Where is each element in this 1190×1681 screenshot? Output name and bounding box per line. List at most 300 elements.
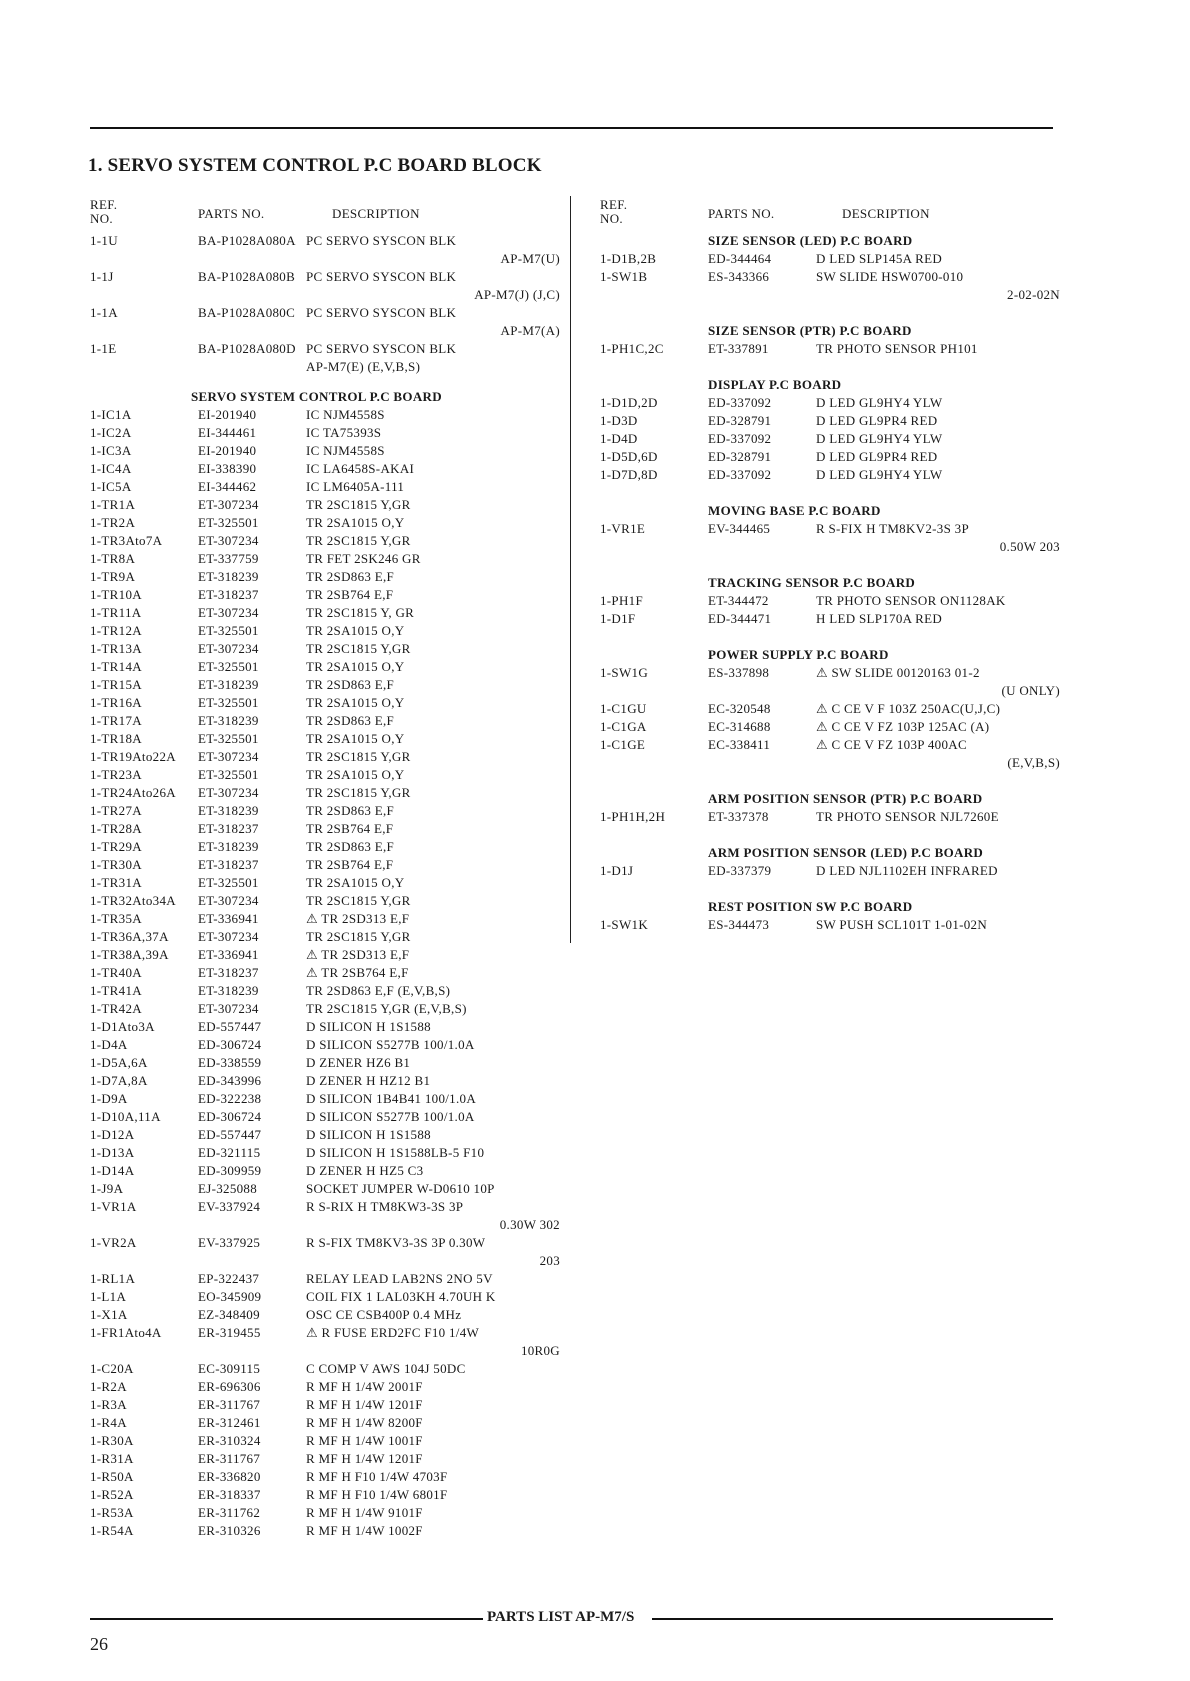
parts-no: ED-337092 (708, 431, 772, 446)
description: R MF H 1/4W 1001F (306, 1433, 423, 1448)
ref-no: 1-SW1K (600, 917, 649, 932)
parts-no: ED-344471 (708, 611, 772, 626)
description: D LED GL9HY4 YLW (816, 395, 943, 410)
parts-no: ED-328791 (708, 449, 772, 464)
parts-no: EJ-325088 (198, 1181, 258, 1196)
ref-no: 1-X1A (90, 1307, 128, 1322)
description: TR 2SB764 E,F (306, 821, 394, 836)
parts-no: ET-307234 (198, 1001, 259, 1016)
description: TR PHOTO SENSOR NJL7260E (816, 809, 999, 824)
ref-no: 1-TR8A (90, 551, 136, 566)
ref-no: 1-R3A (90, 1397, 127, 1412)
parts-no: ET-307234 (198, 533, 259, 548)
description: ⚠ TR 2SD313 E,F (306, 911, 410, 926)
section-title: SIZE SENSOR (LED) P.C BOARD (708, 233, 913, 248)
parts-no: EI-201940 (198, 443, 257, 458)
parts-no: EO-345909 (198, 1289, 262, 1304)
section-title: ARM POSITION SENSOR (PTR) P.C BOARD (708, 791, 983, 806)
ref-no: 1-TR1A (90, 497, 136, 512)
section-gap (600, 484, 1060, 496)
ref-no: 1-VR2A (90, 1235, 137, 1250)
table-row (90, 568, 560, 586)
parts-no: ET-325501 (198, 515, 259, 530)
ref-no: 1-R53A (90, 1505, 134, 1520)
parts-no: ET-318237 (198, 587, 259, 602)
table-row (600, 916, 1060, 934)
table-row (600, 466, 1060, 484)
ref-no: 1-IC4A (90, 461, 132, 476)
assembly-list (90, 232, 560, 376)
ref-no: 1-RL1A (90, 1271, 136, 1286)
table-row (90, 784, 560, 802)
table-row (90, 1504, 560, 1522)
section-title: TRACKING SENSOR P.C BOARD (708, 575, 916, 590)
parts-no: ET-318239 (198, 839, 259, 854)
ref-no: 1-D10A,11A (90, 1109, 161, 1124)
description: TR PHOTO SENSOR ON1128AK (816, 593, 1006, 608)
section-title: ARM POSITION SENSOR (LED) P.C BOARD (708, 845, 984, 860)
ref-no: 1-TR3Ato7A (90, 533, 163, 548)
ref-no: 1-1U (90, 233, 118, 248)
description-line2: AP-M7(E) (E,V,B,S) (306, 359, 421, 374)
table-row (90, 1378, 560, 1396)
parts-no: ER-336820 (198, 1469, 261, 1484)
parts-no: EZ-348409 (198, 1307, 260, 1322)
description: R MF H 1/4W 1201F (306, 1397, 423, 1412)
ref-no: 1-TR12A (90, 623, 142, 638)
table-row (90, 496, 560, 514)
table-row (600, 268, 1060, 286)
parts-no: ET-318239 (198, 983, 259, 998)
ref-no: 1-D1Ato3A (90, 1019, 155, 1034)
table-row (90, 1072, 560, 1090)
table-row (90, 1486, 560, 1504)
table-row (90, 1432, 560, 1450)
description: TR 2SA1015 O,Y (306, 875, 405, 890)
parts-no: ET-336941 (198, 911, 259, 926)
header-parts: PARTS NO. (198, 206, 265, 221)
description: SOCKET JUMPER W-D0610 10P (306, 1181, 495, 1196)
ref-no: 1-TR19Ato22A (90, 749, 176, 764)
ref-no: 1-TR29A (90, 839, 142, 854)
parts-no: ET-318237 (198, 821, 259, 836)
description-continuation: 203 (539, 1253, 560, 1268)
ref-no: 1-FR1Ato4A (90, 1325, 162, 1340)
section-title: REST POSITION SW P.C BOARD (708, 899, 913, 914)
description: TR 2SA1015 O,Y (306, 767, 405, 782)
description: COIL FIX 1 LAL03KH 4.70UH K (306, 1289, 496, 1304)
description: D ZENER HZ6 B1 (306, 1055, 411, 1070)
parts-no: ET-307234 (198, 785, 259, 800)
table-row (600, 250, 1060, 268)
description: PC SERVO SYSCON BLK (306, 269, 457, 284)
parts-no: ED-344464 (708, 251, 772, 266)
parts-no: ER-318337 (198, 1487, 261, 1502)
description: IC LM6405A-111 (306, 479, 405, 494)
parts-no: ED-337092 (708, 395, 772, 410)
header-desc: DESCRIPTION (842, 206, 930, 221)
section-gap (600, 304, 1060, 316)
parts-no: EI-344461 (198, 425, 257, 440)
description: TR 2SD863 E,F (306, 713, 395, 728)
description: TR 2SB764 E,F (306, 857, 394, 872)
description: TR 2SA1015 O,Y (306, 515, 405, 530)
ref-no: 1-D4A (90, 1037, 128, 1052)
ref-no: 1-TR28A (90, 821, 142, 836)
description: R MF H F10 1/4W 6801F (306, 1487, 448, 1502)
section-gap (600, 826, 1060, 838)
table-row (90, 1018, 560, 1036)
description: TR 2SD863 E,F (E,V,B,S) (306, 983, 451, 998)
ref-no: 1-C1GE (600, 737, 646, 752)
ref-no: 1-TR24Ato26A (90, 785, 176, 800)
parts-no: EP-322437 (198, 1271, 260, 1286)
table-row (90, 604, 560, 622)
parts-no: ET-318239 (198, 569, 259, 584)
ref-no: 1-TR40A (90, 965, 142, 980)
parts-no: ED-306724 (198, 1109, 262, 1124)
description: D LED SLP145A RED (816, 251, 943, 266)
ref-no: 1-PH1C,2C (600, 341, 664, 356)
parts-no: EI-344462 (198, 479, 257, 494)
table-row (90, 964, 560, 982)
table-row (90, 712, 560, 730)
description: TR 2SD863 E,F (306, 803, 395, 818)
description: PC SERVO SYSCON BLK (306, 305, 457, 320)
table-row (90, 1360, 560, 1378)
parts-no: ED-328791 (708, 413, 772, 428)
ref-no: 1-TR38A,39A (90, 947, 169, 962)
parts-no: BA-P1028A080B (198, 269, 296, 284)
description: D SILICON 1B4B41 100/1.0A (306, 1091, 477, 1106)
table-row (90, 676, 560, 694)
ref-no: 1-SW1B (600, 269, 648, 284)
parts-no: ED-321115 (198, 1145, 261, 1160)
ref-no: 1-TR36A,37A (90, 929, 169, 944)
parts-no: ET-337759 (198, 551, 259, 566)
ref-no: 1-D14A (90, 1163, 135, 1178)
parts-no: ET-325501 (198, 731, 259, 746)
ref-no: 1-D4D (600, 431, 638, 446)
table-row (90, 640, 560, 658)
description-continuation: 10R0G (520, 1343, 560, 1358)
table-row (90, 1288, 560, 1306)
table-row (90, 478, 560, 496)
description: D ZENER H HZ5 C3 (306, 1163, 424, 1178)
parts-no: ET-325501 (198, 875, 259, 890)
ref-no: 1-PH1H,2H (600, 809, 666, 824)
footer-rule-left (90, 1618, 483, 1620)
description: TR 2SC1815 Y,GR (306, 533, 411, 548)
page-number: 26 (90, 1634, 108, 1654)
parts-no: ER-311767 (198, 1451, 261, 1466)
ref-no: 1-J9A (90, 1181, 124, 1196)
parts-no: ES-344473 (708, 917, 770, 932)
description: ⚠ SW SLIDE 00120163 01-2 (816, 665, 980, 680)
parts-no: ET-325501 (198, 695, 259, 710)
ref-no: 1-D5A,6A (90, 1055, 148, 1070)
table-header (600, 198, 1060, 232)
table-row (90, 820, 560, 838)
description: R MF H 1/4W 1002F (306, 1523, 423, 1538)
description: D LED GL9PR4 RED (816, 449, 938, 464)
description: IC TA75393S (306, 425, 382, 440)
parts-no: ER-312461 (198, 1415, 261, 1430)
parts-no: EC-309115 (198, 1361, 261, 1376)
parts-no: ER-319455 (198, 1325, 261, 1340)
table-row (600, 394, 1060, 412)
parts-no: ET-307234 (198, 605, 259, 620)
ref-no: 1-R50A (90, 1469, 134, 1484)
table-row (90, 232, 560, 250)
parts-no: ER-310326 (198, 1523, 261, 1538)
table-row (90, 928, 560, 946)
description: D SILICON S5277B 100/1.0A (306, 1109, 475, 1124)
table-row (90, 1090, 560, 1108)
description: IC NJM4558S (306, 407, 385, 422)
ref-no: 1-SW1G (600, 665, 649, 680)
description: TR 2SD863 E,F (306, 569, 395, 584)
description: TR 2SC1815 Y,GR (306, 641, 411, 656)
description: D SILICON S5277B 100/1.0A (306, 1037, 475, 1052)
table-row (90, 1198, 560, 1216)
ref-no: 1-1E (90, 341, 117, 356)
description: TR 2SC1815 Y,GR (306, 929, 411, 944)
description: PC SERVO SYSCON BLK (306, 341, 457, 356)
ref-no: 1-TR11A (90, 605, 142, 620)
ref-no: 1-PH1F (600, 593, 643, 608)
table-row (90, 1414, 560, 1432)
description-continuation: (E,V,B,S) (1007, 755, 1060, 770)
table-row (90, 1126, 560, 1144)
description: H LED SLP170A RED (816, 611, 943, 626)
table-row (90, 1000, 560, 1018)
description: TR 2SC1815 Y,GR (306, 893, 411, 908)
table-row (90, 1054, 560, 1072)
table-row (600, 340, 1060, 358)
parts-no: EV-337925 (198, 1235, 261, 1250)
ref-no: 1-R2A (90, 1379, 127, 1394)
parts-no: ED-343996 (198, 1073, 262, 1088)
table-row (90, 622, 560, 640)
table-row (90, 1180, 560, 1198)
description-continuation: AP-M7(A) (500, 323, 560, 338)
parts-no: EC-320548 (708, 701, 771, 716)
table-row (90, 304, 560, 322)
right-column (600, 198, 1060, 934)
ref-no: 1-TR41A (90, 983, 142, 998)
page-title: 1. SERVO SYSTEM CONTROL P.C BOARD BLOCK (88, 155, 542, 176)
table-row (600, 592, 1060, 610)
parts-no: ER-310324 (198, 1433, 261, 1448)
table-row (90, 856, 560, 874)
parts-no: ET-307234 (198, 641, 259, 656)
table-row (90, 1234, 560, 1252)
table-row (90, 460, 560, 478)
table-row (90, 658, 560, 676)
table-row (90, 550, 560, 568)
ref-no: 1-R31A (90, 1451, 134, 1466)
table-row (90, 982, 560, 1000)
ref-no: 1-D5D,6D (600, 449, 658, 464)
parts-no: ET-307234 (198, 893, 259, 908)
table-row (90, 910, 560, 928)
parts-no: ER-311767 (198, 1397, 261, 1412)
parts-no: ET-318237 (198, 857, 259, 872)
header-ref-line2: NO. (600, 211, 623, 226)
ref-no: 1-1A (90, 305, 118, 320)
table-row (600, 430, 1060, 448)
ref-no: 1-TR18A (90, 731, 142, 746)
description: RELAY LEAD LAB2NS 2NO 5V (306, 1271, 493, 1286)
ref-no: 1-C1GU (600, 701, 647, 716)
description: IC NJM4558S (306, 443, 385, 458)
header-parts: PARTS NO. (708, 206, 775, 221)
ref-no: 1-R54A (90, 1523, 134, 1538)
table-row (90, 892, 560, 910)
ref-no: 1-R52A (90, 1487, 134, 1502)
description: R S-FIX H TM8KV2-3S 3P (816, 521, 969, 536)
ref-no: 1-L1A (90, 1289, 127, 1304)
table-row-continuation (90, 358, 560, 376)
top-rule (90, 127, 1053, 129)
description-continuation: 2-02-02N (1007, 287, 1060, 302)
description: TR PHOTO SENSOR PH101 (816, 341, 978, 356)
description: D LED NJL1102EH INFRARED (816, 863, 998, 878)
ref-no: 1-D1B,2B (600, 251, 657, 266)
description: TR 2SA1015 O,Y (306, 623, 405, 638)
header-ref-line2: NO. (90, 211, 113, 226)
ref-no: 1-C1GA (600, 719, 647, 734)
section-title: MOVING BASE P.C BOARD (708, 503, 881, 518)
ref-no: 1-D1D,2D (600, 395, 658, 410)
ref-no: 1-TR16A (90, 695, 142, 710)
ref-no: 1-D7D,8D (600, 467, 658, 482)
table-row (90, 946, 560, 964)
header-ref-line1: REF. (90, 197, 118, 212)
description: ⚠ C CE V F 103Z 250AC(U,J,C) (816, 701, 1001, 716)
ref-no: 1-TR23A (90, 767, 142, 782)
description: ⚠ R FUSE ERD2FC F10 1/4W (306, 1325, 480, 1340)
parts-no: ET-307234 (198, 497, 259, 512)
parts-no: ET-336941 (198, 947, 259, 962)
parts-no: ES-343366 (708, 269, 770, 284)
table-row (90, 532, 560, 550)
table-row (90, 730, 560, 748)
parts-no: EV-344465 (708, 521, 771, 536)
parts-no: ED-309959 (198, 1163, 262, 1178)
parts-no: ET-337891 (708, 341, 769, 356)
description: TR 2SC1815 Y,GR (306, 785, 411, 800)
description-continuation: (U ONLY) (1001, 683, 1060, 698)
section-gap (600, 628, 1060, 640)
ref-no: 1-VR1E (600, 521, 646, 536)
ref-no: 1-D13A (90, 1145, 135, 1160)
parts-no: EI-338390 (198, 461, 257, 476)
description: ⚠ C CE V FZ 103P 400AC (816, 737, 967, 752)
parts-no: ED-337092 (708, 467, 772, 482)
table-row (90, 694, 560, 712)
ref-no: 1-TR35A (90, 911, 142, 926)
description: SW SLIDE HSW0700-010 (816, 269, 964, 284)
parts-list (90, 406, 560, 1540)
section-gap (600, 772, 1060, 784)
table-row (90, 1270, 560, 1288)
description: D SILICON H 1S1588 (306, 1127, 431, 1142)
description: ⚠ TR 2SB764 E,F (306, 965, 409, 980)
parts-no: EV-337924 (198, 1199, 261, 1214)
table-row (600, 448, 1060, 466)
description: TR FET 2SK246 GR (306, 551, 421, 566)
description: TR 2SA1015 O,Y (306, 659, 405, 674)
parts-no: ER-311762 (198, 1505, 261, 1520)
ref-no: 1-TR9A (90, 569, 136, 584)
ref-no: 1-TR30A (90, 857, 142, 872)
parts-no: ET-307234 (198, 929, 259, 944)
description: TR 2SC1815 Y,GR (306, 749, 411, 764)
table-row (600, 664, 1060, 682)
description-continuation: 0.30W 302 (499, 1217, 560, 1232)
table-row (90, 424, 560, 442)
table-row (90, 1036, 560, 1054)
ref-no: 1-TR31A (90, 875, 142, 890)
table-row (90, 1468, 560, 1486)
header-ref (600, 198, 708, 232)
table-row (600, 700, 1060, 718)
description: D ZENER H HZ12 B1 (306, 1073, 431, 1088)
section-title: SERVO SYSTEM CONTROL P.C BOARD (191, 389, 442, 404)
section-gap (600, 556, 1060, 568)
description: D LED GL9PR4 RED (816, 413, 938, 428)
parts-no: ET-344472 (708, 593, 769, 608)
ref-no: 1-R30A (90, 1433, 134, 1448)
description: D LED GL9HY4 YLW (816, 431, 943, 446)
description-continuation: 0.50W 203 (999, 539, 1060, 554)
description: TR 2SC1815 Y,GR (306, 497, 411, 512)
section-gap (600, 880, 1060, 892)
parts-no: EI-201940 (198, 407, 257, 422)
header-ref (90, 198, 198, 232)
description: R MF H 1/4W 9101F (306, 1505, 423, 1520)
ref-no: 1-TR32Ato34A (90, 893, 176, 908)
table-row (90, 1162, 560, 1180)
parts-no: EC-338411 (708, 737, 771, 752)
ref-no: 1-TR42A (90, 1001, 142, 1016)
description: D LED GL9HY4 YLW (816, 467, 943, 482)
ref-no: 1-1J (90, 269, 114, 284)
table-row (90, 1396, 560, 1414)
right-sections (600, 232, 1060, 934)
ref-no: 1-IC3A (90, 443, 132, 458)
ref-no: 1-D3D (600, 413, 638, 428)
table-row (90, 1306, 560, 1324)
ref-no: 1-TR14A (90, 659, 142, 674)
description: R MF H F10 1/4W 4703F (306, 1469, 448, 1484)
parts-no: BA-P1028A080C (198, 305, 296, 320)
table-row (90, 1144, 560, 1162)
parts-no: ED-337379 (708, 863, 772, 878)
table-row (90, 514, 560, 532)
description: R S-RIX H TM8KW3-3S 3P (306, 1199, 464, 1214)
description: TR 2SA1015 O,Y (306, 731, 405, 746)
ref-no: 1-TR2A (90, 515, 136, 530)
parts-no: ED-557447 (198, 1019, 262, 1034)
table-row (90, 586, 560, 604)
table-row (90, 442, 560, 460)
parts-no: ER-696306 (198, 1379, 261, 1394)
parts-no: ET-325501 (198, 623, 259, 638)
ref-no: 1-D1F (600, 611, 636, 626)
